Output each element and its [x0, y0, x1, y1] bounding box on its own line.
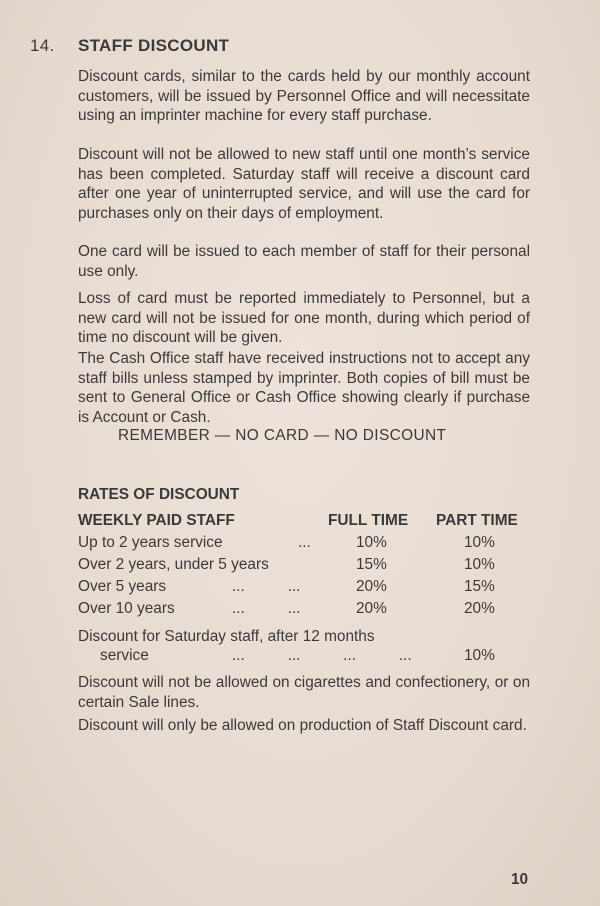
paragraph-cash-office: [78, 349, 530, 427]
section-title: STAFF DISCOUNT: [78, 36, 230, 55]
row-full-time: 20%: [356, 578, 387, 595]
row-part-time: 15%: [464, 578, 495, 595]
paragraph-text: Loss of card must be reported immediately to Personnel, but a new card will not be issued for one month, during which period of time no discount will be given.: [78, 290, 530, 346]
section-number: 14.: [30, 36, 55, 55]
paragraph-new-staff: [78, 145, 530, 223]
row-dots: ... ...: [232, 600, 301, 617]
paragraph-text: Discount will only be allowed on production of Staff Discount card.: [78, 717, 527, 734]
row-full-time: 10%: [356, 534, 387, 551]
paragraph-loss-of-card: [78, 289, 530, 348]
paragraph-text: The Cash Office staff have received instructions not to accept any staff bills unless stamped by imprinter. Both copies of bill must be sent to General Office or Cash Office showing clearly if purchase is Account or Cash.: [78, 350, 530, 426]
row-full-time: 20%: [356, 600, 387, 617]
saturday-label: service: [100, 647, 149, 664]
header-part-time: PART TIME: [436, 512, 518, 529]
row-part-time: 10%: [464, 534, 495, 551]
table-row: [0, 556, 600, 578]
row-dots: ... ...: [232, 578, 301, 595]
paragraph-text: Discount will not be allowed on cigarettes and confectionery, or on certain Sale lines.: [78, 674, 530, 711]
row-label: Up to 2 years service: [78, 534, 223, 551]
remember-notice: REMEMBER — NO CARD — NO DISCOUNT: [118, 427, 447, 444]
row-full-time: 15%: [356, 556, 387, 573]
row-label: Over 2 years, under 5 years: [78, 556, 269, 573]
saturday-dots: ... ... ... ...: [232, 647, 412, 664]
rates-title: RATES OF DISCOUNT: [78, 486, 240, 503]
row-part-time: 10%: [464, 556, 495, 573]
header-weekly-paid-staff: WEEKLY PAID STAFF: [78, 512, 235, 529]
paragraph-production-of-card: [78, 716, 530, 736]
paragraph-text: Discount will not be allowed to new staff until one month’s service has been completed. Saturday staff will receive a discount card after one year of uninterrupted service, and will use the card for purchases only on their days of employment.: [78, 146, 530, 222]
saturday-discount-line: Discount for Saturday staff, after 12 months: [78, 628, 375, 645]
row-dots: ...: [298, 534, 311, 551]
saturday-value: 10%: [464, 647, 495, 664]
table-row: [0, 578, 600, 600]
paragraph-discount-cards: [78, 67, 530, 126]
paragraph-exclusions: [78, 673, 530, 712]
table-row: [0, 600, 600, 622]
saturday-discount-row: [0, 647, 600, 669]
row-label: Over 10 years: [78, 600, 175, 617]
table-row: [0, 534, 600, 556]
paragraph-text: Discount cards, similar to the cards held by our monthly account customers, will be issued by Personnel Office and will necessitate using an imprinter machine for every staff purchase.: [78, 68, 530, 124]
row-label: Over 5 years: [78, 578, 167, 595]
paragraph-one-card: [78, 242, 530, 281]
section-heading: [30, 36, 229, 56]
page-number: 10: [511, 871, 529, 888]
row-part-time: 20%: [464, 600, 495, 617]
paragraph-text: One card will be issued to each member of staff for their personal use only.: [78, 243, 530, 280]
header-full-time: FULL TIME: [328, 512, 409, 529]
